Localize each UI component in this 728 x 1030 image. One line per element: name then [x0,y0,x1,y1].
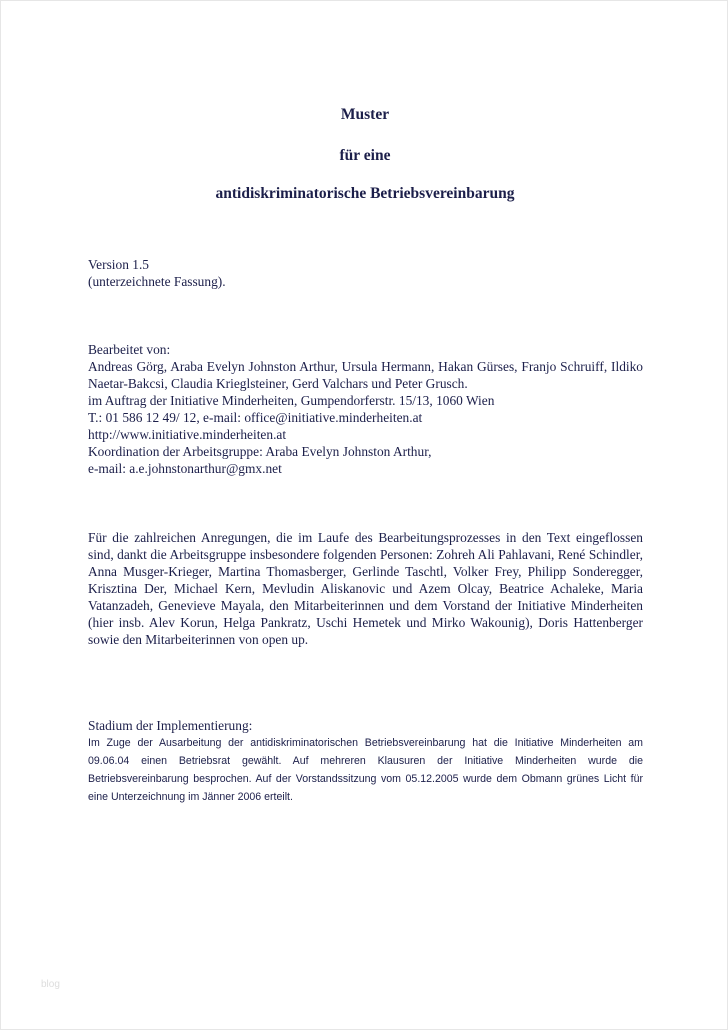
coordination-email: e-mail: a.e.johnstonarthur@gmx.net [88,461,282,476]
version-note: (unterzeichnete Fassung). [88,274,226,289]
title-line-muster: Muster [340,106,390,123]
contact-line: T.: 01 586 12 49/ 12, e-mail: office@initiative.minderheiten.at [88,410,423,425]
authors-heading: Bearbeitet von: [88,342,171,357]
watermark: blog [41,979,60,990]
authors-block [88,341,643,477]
authors-list: Andreas Görg, Araba Evelyn Johnston Arthur, Ursula Hermann, Hakan Gürses, Franjo Schruiff, Ildiko Naetar-Bakcsi, Claudia Krieglsteiner, Gerd Valchars und Peter Grusch. [88,359,643,391]
version-number: Version 1.5 [88,257,149,272]
implementation-text: Im Zuge der Ausarbeitung der antidiskriminatorischen Betriebsvereinbarung hat die Initiative Minderheiten am 09.06.04 einen Betriebsrat gewählt. Auf mehreren Klausuren der Initiative Minderheiten wurde die Betriebsvereinbarung besprochen. Auf der Vorstandssitzung vom 05.12.2005 wurde dem Obmann grünes Licht für eine Unterzeichnung im Jänner 2006 erteilt. [88,737,643,803]
version-block [88,256,643,290]
commission-line: im Auftrag der Initiative Minderheiten, Gumpendorferstr. 15/13, 1060 Wien [88,393,495,408]
coordination-line: Koordination der Arbeitsgruppe: Araba Evelyn Johnston Arthur, [88,444,432,459]
title-line-fuer-eine: für eine [339,147,391,164]
acknowledgements-text: Für die zahlreichen Anregungen, die im Laufe des Bearbeitungsprozesses in den Text eingeflossen sind, dankt die Arbeitsgruppe insbesondere folgenden Personen: Zohreh Ali Pahlavani, René Schindler, Anna Musger-Krieger, Martina Thomasberger, Gerlinde Taschtl, Volker Frey, Philipp Sonderegger, Krisztina Der, Michael Kern, Mevludin Aliskanovic und Azem Olcay, Beatrice Achaleke, Maria Vatanzadeh, Genevieve Mayala, den Mitarbeiterinnen und dem Vorstand der Initiative Minderheiten (hier insb. Alev Korun, Helga Pankratz, Uschi Hemetek und Mirko Wakounig), Doris Hattenberger sowie den Mitarbeiterinnen von open up. [88,530,643,647]
implementation-heading: Stadium der Implementierung: [88,718,253,733]
implementation-status-block [88,717,643,806]
website-link[interactable]: http://www.initiative.minderheiten.at [88,427,287,442]
acknowledgements-block [88,529,643,648]
title-line-betriebsvereinbarung: antidiskriminatorische Betriebsvereinbarung [215,185,515,202]
